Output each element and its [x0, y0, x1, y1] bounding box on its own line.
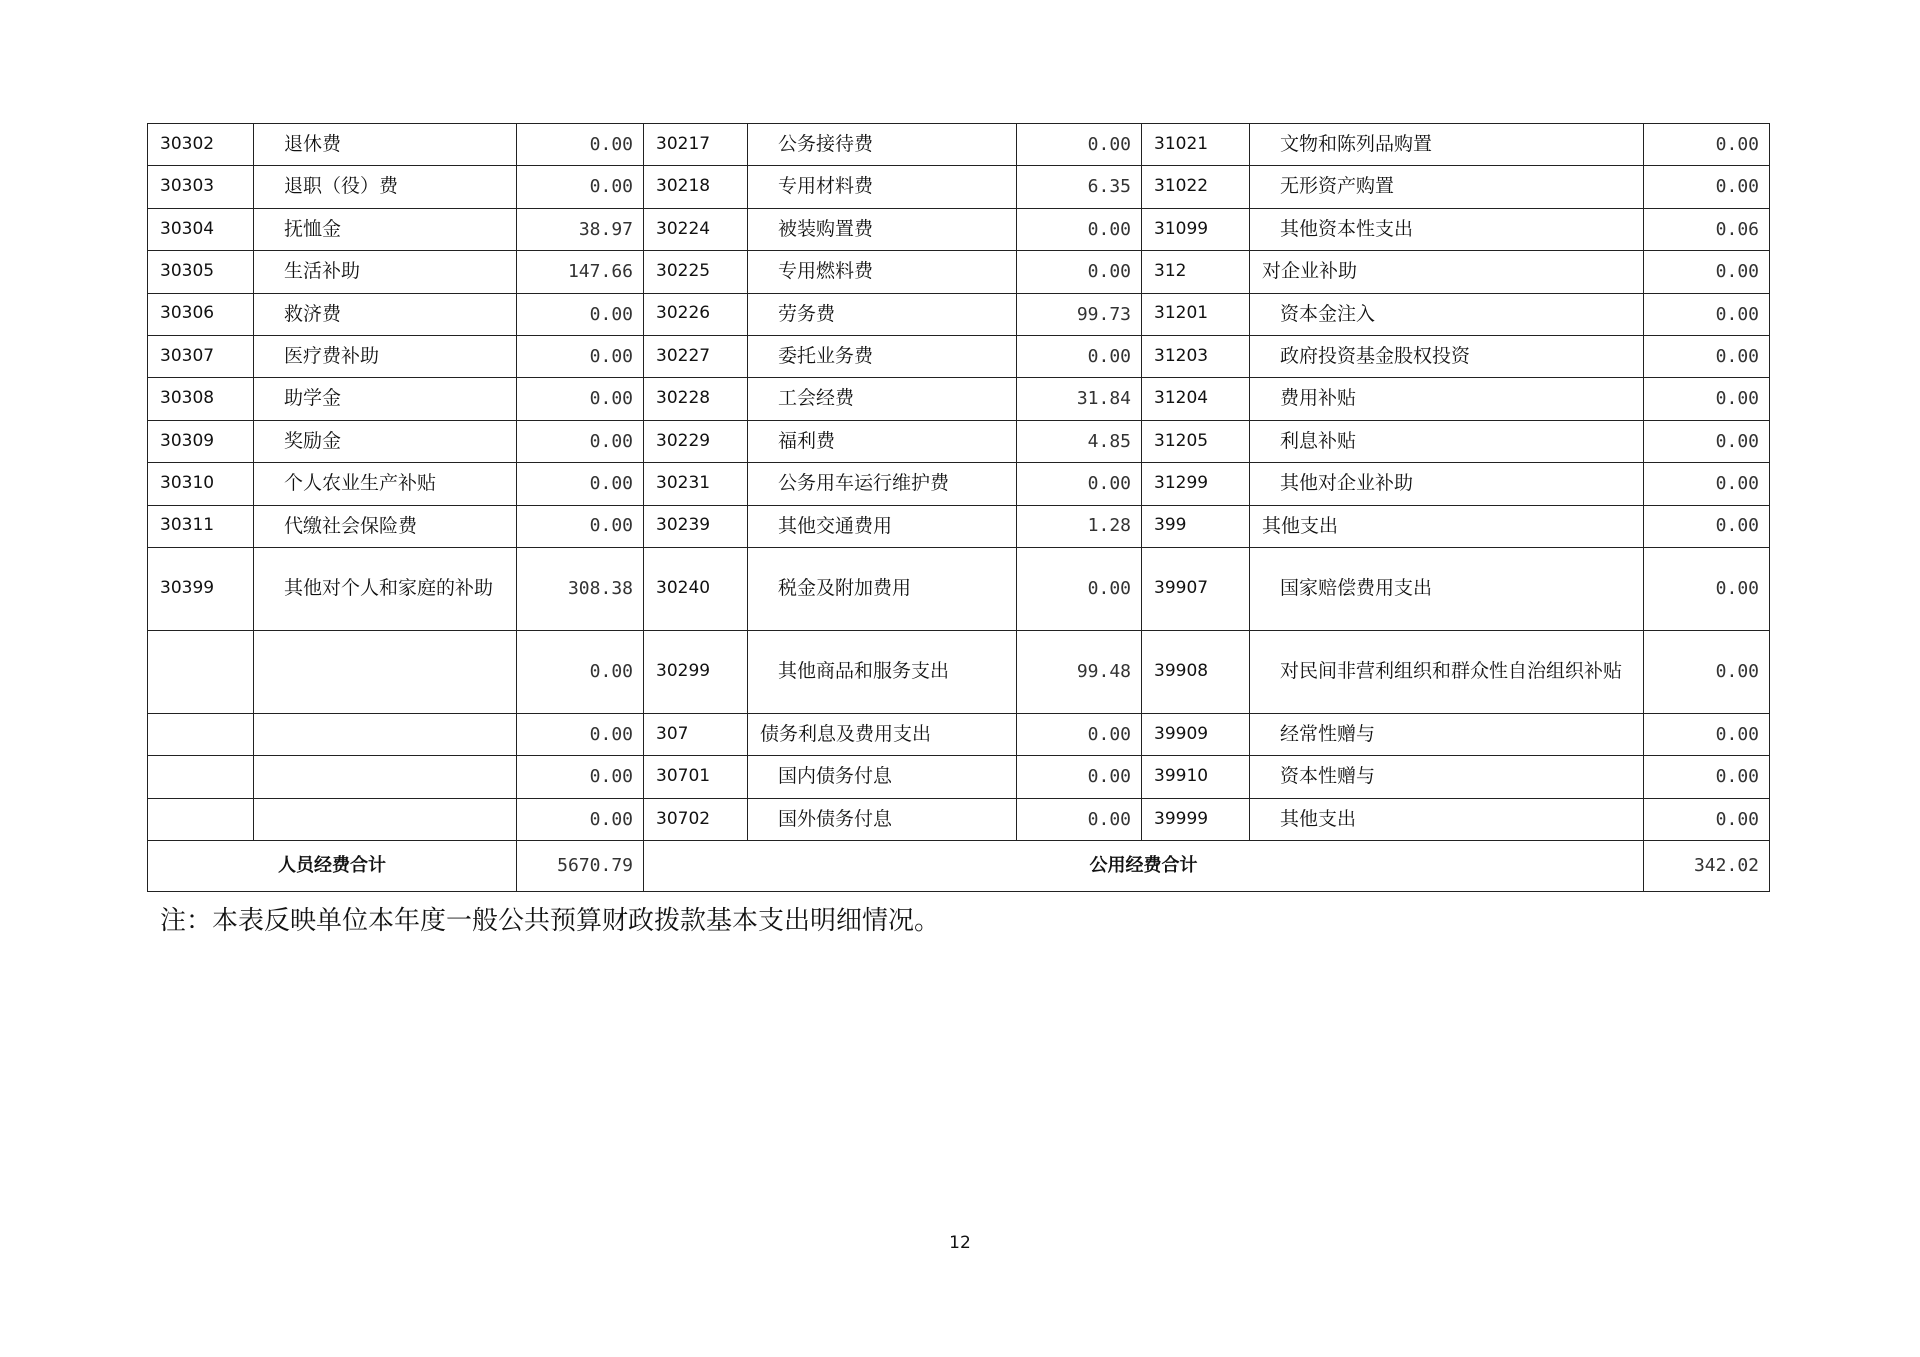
table-row	[148, 505, 1770, 547]
cell-code-2: 30217	[644, 124, 748, 166]
cell-code-1: 30306	[148, 293, 254, 335]
cell-code-3: 39907	[1142, 547, 1250, 630]
cell-code-2: 30218	[644, 166, 748, 208]
cell-name-2: 其他商品和服务支出	[748, 630, 1017, 713]
cell-code-2: 30231	[644, 463, 748, 505]
cell-code-1: 30302	[148, 124, 254, 166]
table-note: 注：本表反映单位本年度一般公共预算财政拨款基本支出明细情况。	[160, 906, 941, 936]
cell-name-2: 其他交通费用	[748, 505, 1017, 547]
cell-code-1	[148, 756, 254, 798]
cell-name-1	[254, 756, 517, 798]
cell-name-1: 退休费	[254, 124, 517, 166]
cell-amount-2: 0.00	[1017, 251, 1142, 293]
cell-amount-1: 0.00	[517, 756, 644, 798]
cell-name-3: 国家赔偿费用支出	[1250, 547, 1644, 630]
cell-code-3: 31203	[1142, 335, 1250, 377]
cell-amount-3: 0.00	[1644, 166, 1770, 208]
cell-amount-3: 0.00	[1644, 713, 1770, 755]
cell-amount-2: 0.00	[1017, 798, 1142, 840]
cell-name-3: 对民间非营利组织和群众性自治组织补贴	[1250, 630, 1644, 713]
table-row	[148, 208, 1770, 250]
table-row	[148, 756, 1770, 798]
cell-amount-2: 0.00	[1017, 463, 1142, 505]
cell-amount-2: 99.48	[1017, 630, 1142, 713]
cell-name-3: 利息补贴	[1250, 420, 1644, 462]
cell-code-1: 30309	[148, 420, 254, 462]
cell-amount-3: 0.00	[1644, 420, 1770, 462]
cell-amount-3: 0.00	[1644, 547, 1770, 630]
cell-amount-1: 0.00	[517, 335, 644, 377]
cell-amount-2: 0.00	[1017, 208, 1142, 250]
public-total-label: 公用经费合计	[644, 841, 1644, 892]
cell-code-3: 39908	[1142, 630, 1250, 713]
cell-amount-1: 38.97	[517, 208, 644, 250]
cell-amount-2: 4.85	[1017, 420, 1142, 462]
cell-code-1: 30307	[148, 335, 254, 377]
table-row	[148, 420, 1770, 462]
cell-code-2: 30227	[644, 335, 748, 377]
cell-name-2: 专用燃料费	[748, 251, 1017, 293]
cell-code-3: 31204	[1142, 378, 1250, 420]
cell-amount-3: 0.00	[1644, 505, 1770, 547]
cell-code-2: 30225	[644, 251, 748, 293]
cell-code-2: 30228	[644, 378, 748, 420]
personnel-total-amount: 5670.79	[517, 841, 644, 892]
cell-amount-2: 0.00	[1017, 756, 1142, 798]
table-row	[148, 630, 1770, 713]
cell-amount-1: 0.00	[517, 713, 644, 755]
cell-code-3: 399	[1142, 505, 1250, 547]
cell-code-1: 30399	[148, 547, 254, 630]
cell-amount-1: 147.66	[517, 251, 644, 293]
cell-name-2: 专用材料费	[748, 166, 1017, 208]
cell-code-2: 30226	[644, 293, 748, 335]
cell-amount-2: 1.28	[1017, 505, 1142, 547]
cell-amount-1: 308.38	[517, 547, 644, 630]
page-number: 12	[949, 1233, 971, 1253]
cell-amount-2: 31.84	[1017, 378, 1142, 420]
cell-code-3: 31021	[1142, 124, 1250, 166]
cell-amount-3: 0.00	[1644, 251, 1770, 293]
cell-code-1: 30304	[148, 208, 254, 250]
cell-code-1: 30303	[148, 166, 254, 208]
cell-amount-1: 0.00	[517, 124, 644, 166]
cell-amount-3: 0.06	[1644, 208, 1770, 250]
cell-name-2: 委托业务费	[748, 335, 1017, 377]
cell-name-1: 个人农业生产补贴	[254, 463, 517, 505]
cell-name-1: 生活补助	[254, 251, 517, 293]
cell-amount-2: 6.35	[1017, 166, 1142, 208]
public-total-amount: 342.02	[1644, 841, 1770, 892]
cell-code-1: 30308	[148, 378, 254, 420]
table-body	[148, 124, 1770, 841]
cell-name-3: 文物和陈列品购置	[1250, 124, 1644, 166]
cell-amount-2: 0.00	[1017, 547, 1142, 630]
cell-name-3: 政府投资基金股权投资	[1250, 335, 1644, 377]
cell-code-1	[148, 630, 254, 713]
cell-amount-3: 0.00	[1644, 463, 1770, 505]
cell-code-1: 30310	[148, 463, 254, 505]
table-row	[148, 798, 1770, 840]
cell-amount-3: 0.00	[1644, 798, 1770, 840]
cell-amount-1: 0.00	[517, 505, 644, 547]
cell-name-3: 其他资本性支出	[1250, 208, 1644, 250]
cell-name-3: 资本金注入	[1250, 293, 1644, 335]
cell-name-2: 被装购置费	[748, 208, 1017, 250]
table-row	[148, 251, 1770, 293]
cell-code-2: 30701	[644, 756, 748, 798]
cell-amount-1: 0.00	[517, 420, 644, 462]
cell-code-3: 39910	[1142, 756, 1250, 798]
cell-name-1: 救济费	[254, 293, 517, 335]
table-row	[148, 166, 1770, 208]
table-row	[148, 547, 1770, 630]
cell-amount-1: 0.00	[517, 166, 644, 208]
cell-code-2: 30224	[644, 208, 748, 250]
cell-name-2: 税金及附加费用	[748, 547, 1017, 630]
cell-code-3: 312	[1142, 251, 1250, 293]
cell-name-3: 其他对企业补助	[1250, 463, 1644, 505]
personnel-total-label: 人员经费合计	[148, 841, 517, 892]
cell-amount-1: 0.00	[517, 378, 644, 420]
cell-code-1	[148, 798, 254, 840]
cell-name-2: 公务用车运行维护费	[748, 463, 1017, 505]
cell-name-3: 其他支出	[1250, 798, 1644, 840]
cell-code-2: 30239	[644, 505, 748, 547]
cell-name-1	[254, 630, 517, 713]
cell-code-1: 30311	[148, 505, 254, 547]
cell-code-3: 31201	[1142, 293, 1250, 335]
totals-row	[148, 841, 1770, 892]
table-row	[148, 335, 1770, 377]
cell-name-3: 经常性赠与	[1250, 713, 1644, 755]
cell-name-1: 助学金	[254, 378, 517, 420]
expenditure-detail-table	[147, 123, 1770, 892]
cell-amount-1: 0.00	[517, 630, 644, 713]
cell-name-1: 代缴社会保险费	[254, 505, 517, 547]
cell-code-3: 31299	[1142, 463, 1250, 505]
cell-code-3: 31022	[1142, 166, 1250, 208]
cell-code-2: 30240	[644, 547, 748, 630]
cell-amount-3: 0.00	[1644, 124, 1770, 166]
cell-name-2: 福利费	[748, 420, 1017, 462]
cell-name-1: 奖励金	[254, 420, 517, 462]
cell-name-1: 抚恤金	[254, 208, 517, 250]
cell-code-3: 31205	[1142, 420, 1250, 462]
table-row	[148, 463, 1770, 505]
cell-code-2: 307	[644, 713, 748, 755]
cell-name-2: 工会经费	[748, 378, 1017, 420]
cell-name-2: 劳务费	[748, 293, 1017, 335]
table-row	[148, 293, 1770, 335]
cell-code-3: 39999	[1142, 798, 1250, 840]
cell-name-3: 费用补贴	[1250, 378, 1644, 420]
cell-amount-1: 0.00	[517, 798, 644, 840]
cell-code-3: 39909	[1142, 713, 1250, 755]
cell-code-1	[148, 713, 254, 755]
cell-amount-2: 0.00	[1017, 335, 1142, 377]
cell-amount-3: 0.00	[1644, 293, 1770, 335]
table-row	[148, 713, 1770, 755]
table-row	[148, 124, 1770, 166]
cell-amount-3: 0.00	[1644, 756, 1770, 798]
cell-amount-2: 0.00	[1017, 124, 1142, 166]
cell-amount-3: 0.00	[1644, 378, 1770, 420]
cell-name-1: 医疗费补助	[254, 335, 517, 377]
cell-code-1: 30305	[148, 251, 254, 293]
cell-name-1	[254, 713, 517, 755]
cell-amount-2: 99.73	[1017, 293, 1142, 335]
cell-name-2: 国外债务付息	[748, 798, 1017, 840]
cell-amount-2: 0.00	[1017, 713, 1142, 755]
cell-name-3: 其他支出	[1250, 505, 1644, 547]
cell-amount-3: 0.00	[1644, 630, 1770, 713]
cell-name-1: 退职（役）费	[254, 166, 517, 208]
cell-code-2: 30702	[644, 798, 748, 840]
cell-amount-1: 0.00	[517, 293, 644, 335]
cell-name-1: 其他对个人和家庭的补助	[254, 547, 517, 630]
cell-amount-3: 0.00	[1644, 335, 1770, 377]
cell-amount-1: 0.00	[517, 463, 644, 505]
table-row	[148, 378, 1770, 420]
cell-name-3: 资本性赠与	[1250, 756, 1644, 798]
cell-code-2: 30299	[644, 630, 748, 713]
cell-name-2: 国内债务付息	[748, 756, 1017, 798]
cell-name-3: 无形资产购置	[1250, 166, 1644, 208]
cell-code-2: 30229	[644, 420, 748, 462]
cell-code-3: 31099	[1142, 208, 1250, 250]
cell-name-2: 债务利息及费用支出	[748, 713, 1017, 755]
cell-name-2: 公务接待费	[748, 124, 1017, 166]
cell-name-3: 对企业补助	[1250, 251, 1644, 293]
cell-name-1	[254, 798, 517, 840]
